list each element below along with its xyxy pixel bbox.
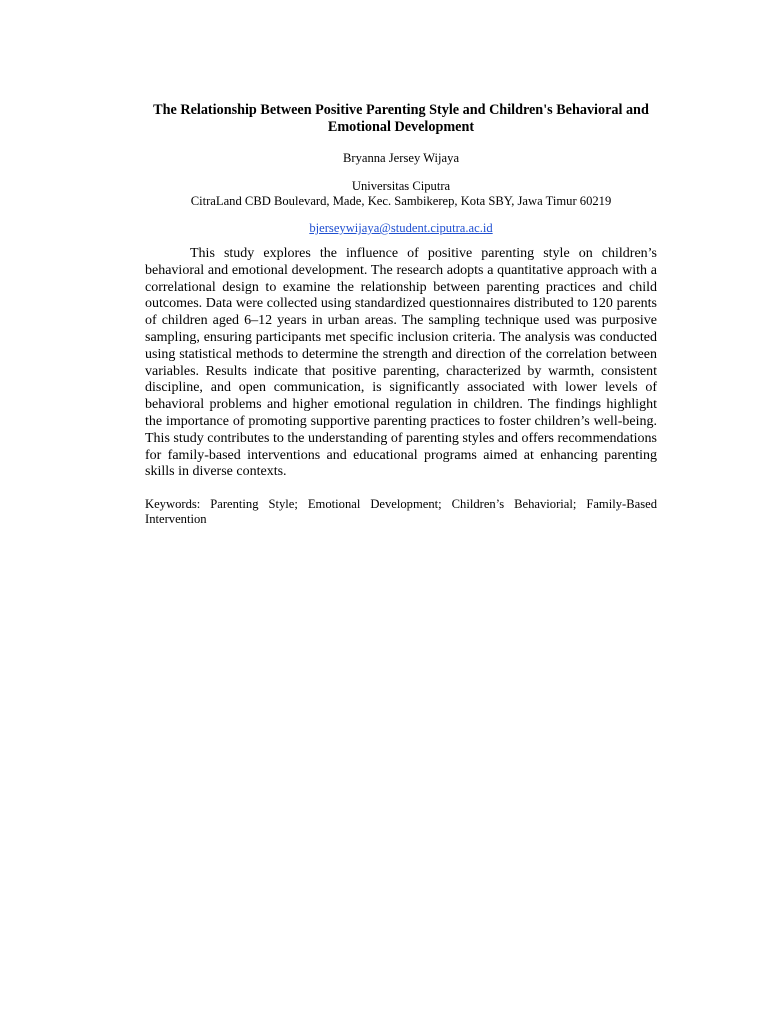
abstract-text: This study explores the influence of positive parenting style on children’s behavioral and emotional development. The research adopts a quantitative approach with a correlational design to examine the relationship between parenting practices and child outcomes. Data were collected using standardized questionnaires distributed to 120 parents of children aged 6–12 years in urban areas. The sampling technique used was purposive sampling, ensuring participants met specific inclusion criteria. The analysis was conducted using statistical methods to determine the strength and direction of the correlation between variables. Results indicate that positive parenting, characterized by warmth, consistent discipline, and open communication, is significantly associated with lower levels of behavioral problems and higher emotional regulation in children. The findings highlight the importance of promoting supportive parenting practices to foster children’s well-being. This study contributes to the understanding of parenting styles and offers recommendations for family-based interventions and educational programs aimed at enhancing parenting skills in diverse contexts. [145, 246, 657, 480]
affiliation [145, 179, 657, 209]
institution-name: Universitas Ciputra [351, 179, 451, 193]
institution-address: CitraLand CBD Boulevard, Made, Kec. Sambikerep, Kota SBY, Jawa Timur 60219 [190, 194, 612, 208]
paper-title: The Relationship Between Positive Parenting Style and Children's Behavioral and Emotional Development [153, 102, 649, 135]
author-name: Bryanna Jersey Wijaya [342, 151, 460, 165]
keywords: Keywords: Parenting Style; Emotional Development; Children’s Behaviorial; Family-Based Intervention [145, 497, 657, 526]
paper-page [145, 102, 657, 539]
email-line [145, 221, 657, 236]
author-email-link[interactable]: bjerseywijaya@student.ciputra.ac.id [309, 221, 493, 235]
